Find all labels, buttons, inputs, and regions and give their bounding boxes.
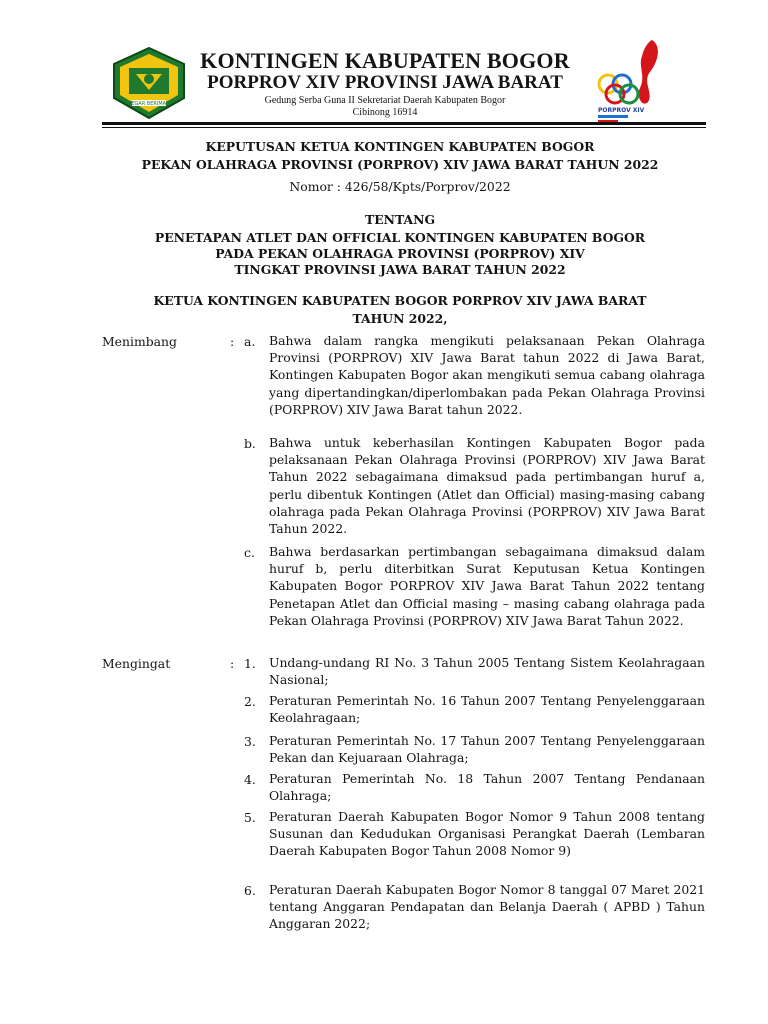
letterhead-rule-thin <box>102 127 706 128</box>
mengingat-item-5: Peraturan Daerah Kabupaten Bogor Nomor 9 Tahun 2008 tentang Susunan dan Kedudukan Organisasi Perangkat Daerah (Lembaran Daerah Kabupaten Bogor Tahun 2008 Nomor 9) <box>269 809 705 859</box>
list-marker: 5. <box>244 810 256 825</box>
subject-line-3: TINGKAT PROVINSI JAWA BARAT TAHUN 2022 <box>234 262 566 277</box>
mengingat-item-3: Peraturan Pemerintah No. 17 Tahun 2007 Tentang Penyelenggaraan Pekan dan Kejuaraan Olahraga; <box>269 733 705 766</box>
list-marker: c. <box>244 545 255 560</box>
kabupaten-bogor-emblem-icon <box>112 46 186 120</box>
list-marker: 2. <box>244 694 256 709</box>
mengingat-item-4: Peraturan Pemerintah No. 18 Tahun 2007 Tentang Pendanaan Olahraga; <box>269 771 705 804</box>
about-label: TENTANG <box>364 212 436 227</box>
subject-line-2: PADA PEKAN OLAHRAGA PROVINSI (PORPROV) XIV <box>215 246 585 261</box>
list-marker: 6. <box>244 883 256 898</box>
list-marker: b. <box>244 436 256 451</box>
list-marker: 3. <box>244 734 256 749</box>
letterhead-city: Cibinong 16914 <box>352 107 418 118</box>
subject-line-1: PENETAPAN ATLET DAN OFFICIAL KONTINGEN KABUPATEN BOGOR <box>154 230 646 245</box>
mengingat-label: Mengingat <box>102 656 171 671</box>
issuer-line-2: TAHUN 2022, <box>352 311 448 326</box>
mengingat-item-1: Undang-undang RI No. 3 Tahun 2005 Tentang Sistem Keolahragaan Nasional; <box>269 655 705 688</box>
mengingat-colon: : <box>230 656 235 671</box>
list-marker: 4. <box>244 772 256 787</box>
decision-heading-line2: PEKAN OLAHRAGA PROVINSI (PORPROV) XIV JAWA BARAT TAHUN 2022 <box>141 157 659 172</box>
menimbang-label: Menimbang <box>102 334 177 349</box>
issuer-line-1: KETUA KONTINGEN KABUPATEN BOGOR PORPROV XIV JAWA BARAT <box>153 293 647 308</box>
porprov-logo-label: PORPROV XIV <box>598 107 645 114</box>
mengingat-item-6: Peraturan Daerah Kabupaten Bogor Nomor 8 tanggal 07 Maret 2021 tentang Anggaran Pendapatan dan Belanja Daerah ( APBD ) Tahun Anggaran 2022; <box>269 882 705 932</box>
porprov-logo-icon <box>592 36 670 126</box>
letterhead-address: Gedung Serba Guna II Sekretariat Daerah Kabupaten Bogor <box>264 95 506 106</box>
letterhead-rule-thick <box>102 122 706 125</box>
letterhead-title: KONTINGEN KABUPATEN BOGOR <box>200 48 570 73</box>
list-marker: a. <box>244 334 256 349</box>
letterhead-subtitle: PORPROV XIV PROVINSI JAWA BARAT <box>207 72 563 93</box>
decision-number: Nomor : 426/58/Kpts/Porprov/2022 <box>289 179 511 194</box>
mengingat-item-2: Peraturan Pemerintah No. 16 Tahun 2007 Tentang Penyelenggaraan Keolahragaan; <box>269 693 705 726</box>
emblem-motto: TEGAR BERIMAN <box>128 101 170 107</box>
menimbang-item-c: Bahwa berdasarkan pertimbangan sebagaimana dimaksud dalam huruf b, perlu diterbitkan Surat Keputusan Ketua Kontingen Kabupaten Bogor PORPROV XIV Jawa Barat Tahun 2022 tentang Penetapan Atlet dan Official masing – masing cabang olahraga pada Pekan Olahraga Provinsi (PORPROV) XIV Jawa Barat Tahun 2022. <box>269 544 705 628</box>
decision-heading: KEPUTUSAN KETUA KONTINGEN KABUPATEN BOGOR <box>205 139 595 154</box>
menimbang-item-b: Bahwa untuk keberhasilan Kontingen Kabupaten Bogor pada pelaksanaan Pekan Olahraga Provinsi (PORPROV) XIV Jawa Barat Tahun 2022 sebagaimana dimaksud pada pertimbangan huruf a, perlu dibentuk Kontingen (Atlet dan Official) masing-masing cabang olahraga pada Pekan Olahraga Provinsi (PORPROV) XIV Jawa Barat Tahun 2022. <box>269 435 705 537</box>
menimbang-item-a: Bahwa dalam rangka mengikuti pelaksanaan Pekan Olahraga Provinsi (PORPROV) XIV Jawa Barat tahun 2022 di Jawa Barat, Kontingen Kabupaten Bogor akan mengikuti semua cabang olahraga yang dipertandingkan/diperlombakan pada Pekan Olahraga Provinsi (PORPROV) XIV Jawa Barat tahun 2022. <box>269 333 705 417</box>
menimbang-colon: : <box>230 334 235 349</box>
list-marker: 1. <box>244 656 256 671</box>
